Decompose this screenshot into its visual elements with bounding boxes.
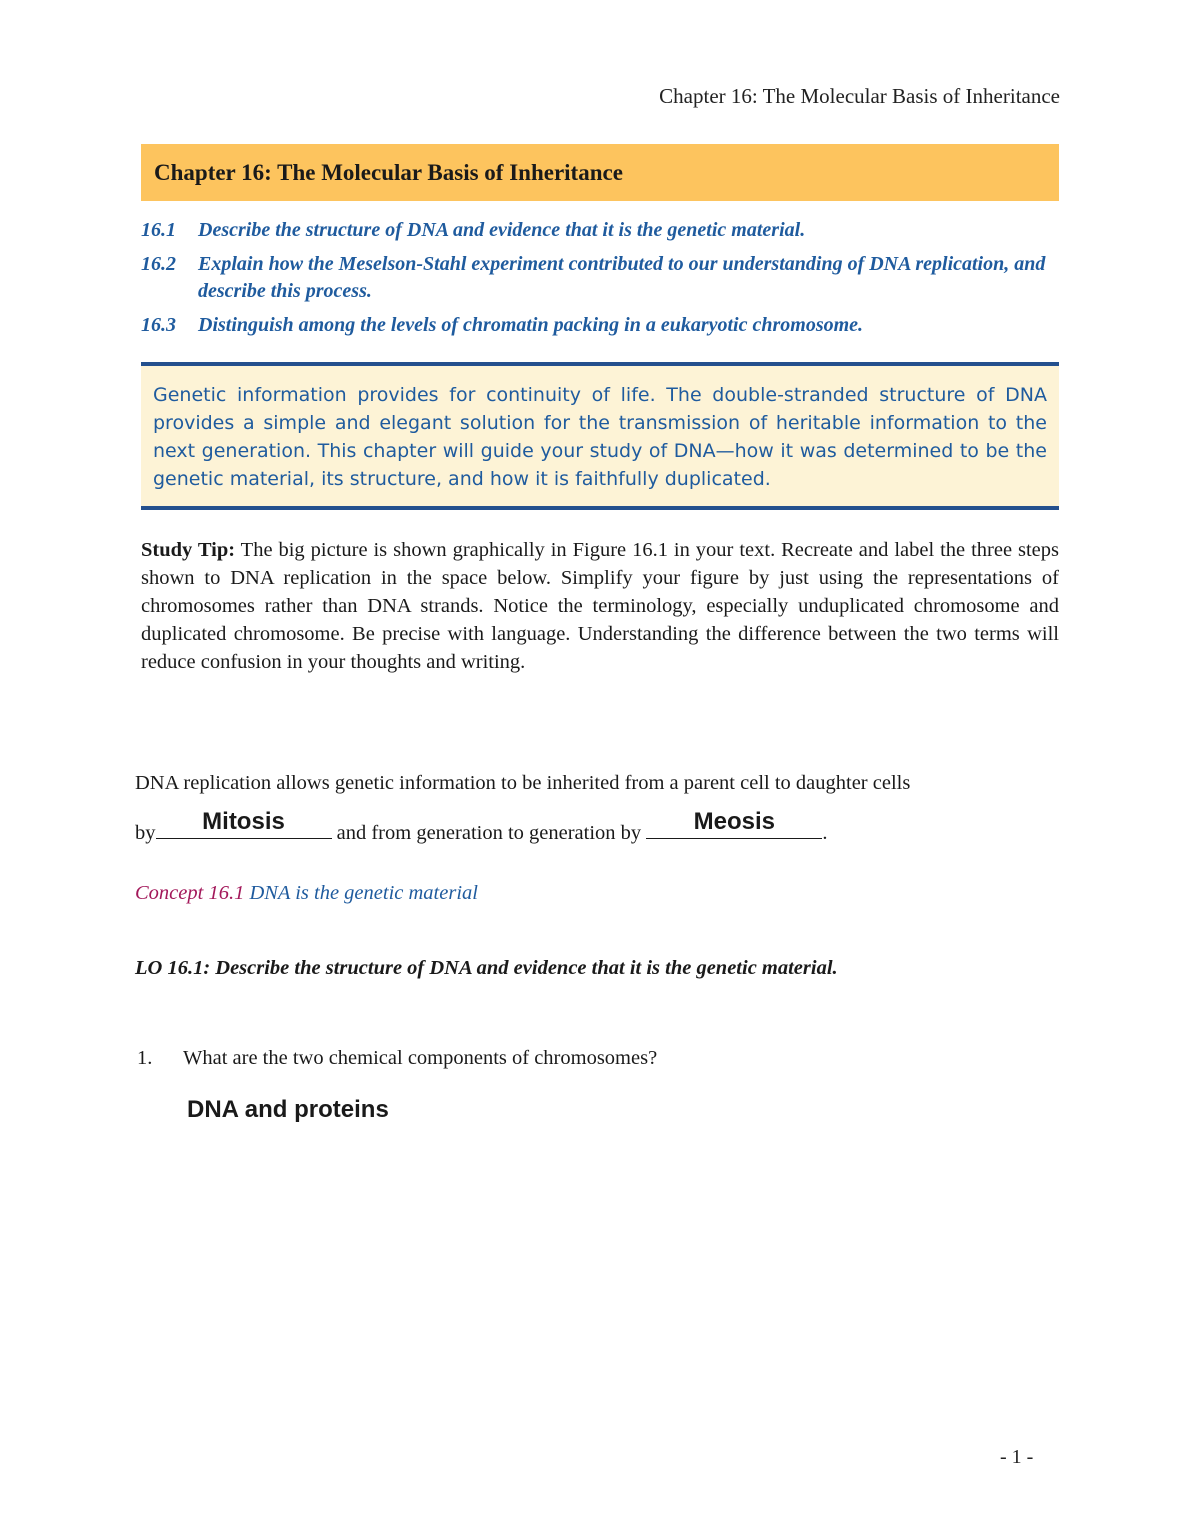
blank-field-2[interactable] — [646, 808, 822, 839]
concept-text: DNA is the genetic material — [244, 882, 478, 904]
objective-number: 16.3 — [141, 314, 176, 336]
chapter-title-bar — [141, 144, 1059, 201]
fill-in-by: by — [135, 822, 156, 844]
chapter-title: Chapter 16: The Molecular Basis of Inheritance — [154, 159, 623, 185]
learning-objectives — [141, 217, 1059, 346]
concept-heading — [135, 882, 478, 905]
study-tip — [141, 536, 1059, 676]
fill-in-sentence: DNA replication allows genetic information to be inherited from a parent cell to daughter cells — [135, 772, 911, 794]
objective-item — [141, 312, 1059, 339]
fill-in-middle: and from generation to generation by — [331, 822, 647, 844]
study-tip-label: Study Tip: — [141, 539, 236, 561]
question-number: 1. — [137, 1047, 153, 1069]
intro-bottom-rule — [141, 506, 1059, 510]
objective-item — [141, 217, 1059, 244]
fill-in-line — [135, 808, 828, 845]
question-text: What are the two chemical components of chromosomes? — [183, 1047, 658, 1069]
answer-meosis: Meosis — [693, 808, 775, 835]
objective-item — [141, 251, 1059, 305]
answer-mitosis: Mitosis — [202, 808, 285, 835]
answer-1: DNA and proteins — [187, 1096, 389, 1123]
blank-field-1[interactable] — [156, 808, 332, 839]
learning-objective-heading: LO 16.1: Describe the structure of DNA and evidence that it is the genetic material. — [135, 957, 838, 979]
objective-number: 16.2 — [141, 253, 176, 275]
fill-in-end: . — [822, 822, 828, 844]
objective-text: Distinguish among the levels of chromatin packing in a eukaryotic chromosome. — [198, 314, 864, 336]
objective-text: Explain how the Meselson-Stahl experiment contributed to our understanding of DNA replication, and describe this process. — [198, 253, 1046, 302]
page-number: - 1 - — [1000, 1446, 1034, 1468]
question-1 — [137, 1047, 657, 1070]
study-tip-text: The big picture is shown graphically in Figure 16.1 in your text. Recreate and label the three steps shown to DNA replication in the space below. Simplify your figure by just using the representations of chromosomes rather than DNA strands. Notice the terminology, especially unduplicated chromosome and duplicated chromosome. Be precise with language. Understanding the difference between the two terms will reduce confusion in your thoughts and writing. — [141, 539, 1060, 673]
objective-text: Describe the structure of DNA and evidence that it is the genetic material. — [198, 219, 806, 241]
concept-label: Concept 16.1 — [135, 882, 245, 904]
objective-number: 16.1 — [141, 219, 176, 241]
running-header: Chapter 16: The Molecular Basis of Inheritance — [659, 84, 1060, 108]
intro-box: Genetic information provides for continuity of life. The double-stranded structure of DNA provides a simple and elegant solution for the transmission of heritable information to the next generation. This chapter will guide your study of DNA—how it was determined to be the genetic material, its structure, and how it is faithfully duplicated. — [141, 366, 1059, 506]
